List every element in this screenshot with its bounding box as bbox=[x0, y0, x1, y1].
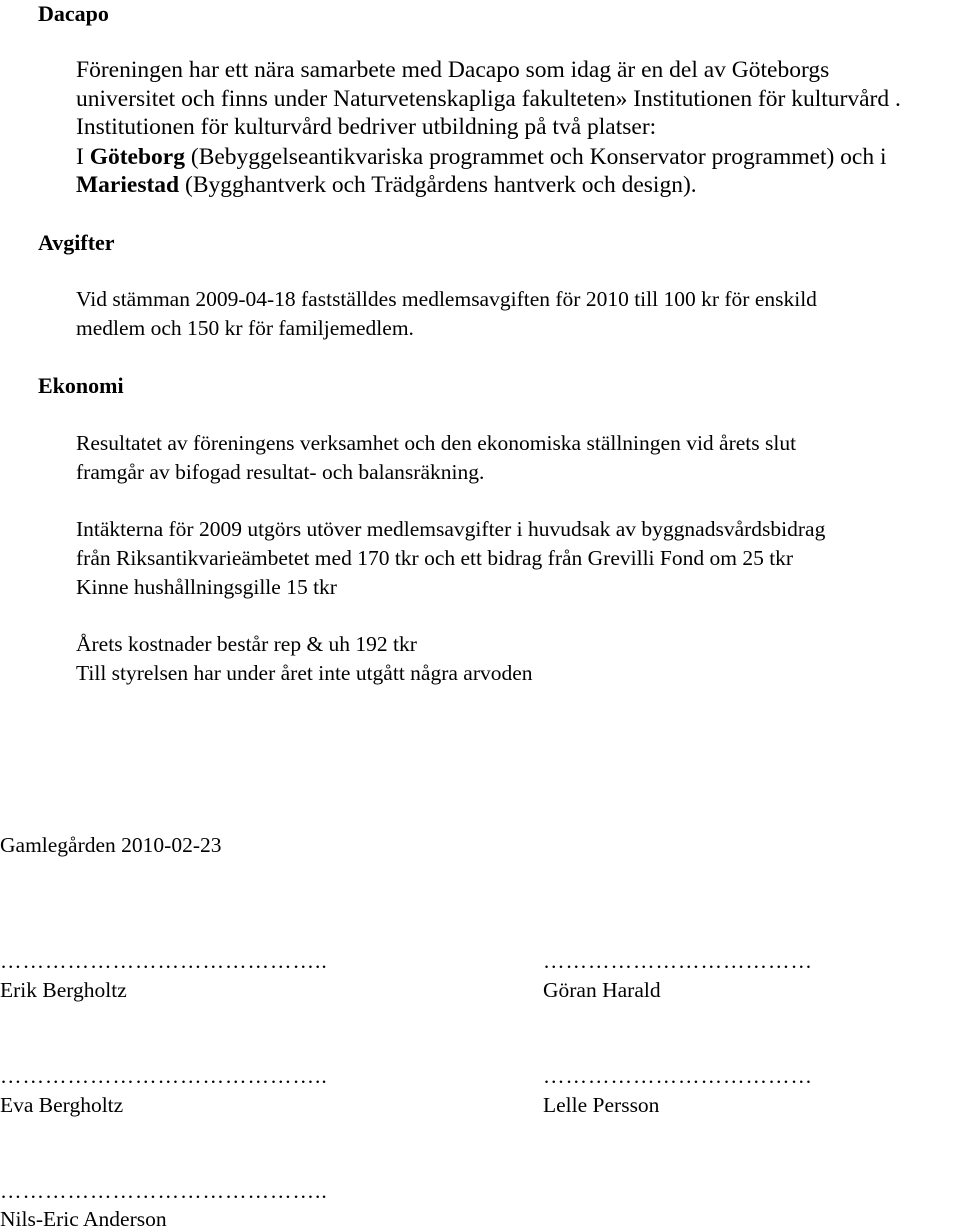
signature-line-right-1: ……………………………… bbox=[543, 949, 813, 973]
heading-avgifter: Avgifter bbox=[38, 230, 115, 255]
ekonomi-line-7: Till styrelsen har under året inte utgått några arvoden bbox=[76, 661, 533, 685]
dacapo-line-4-prefix: I bbox=[76, 144, 90, 170]
dacapo-line-2: universitet och finns under Naturvetenskapliga fakulteten» Institutionen för kulturvård . bbox=[76, 86, 901, 112]
signature-line-right-2: ……………………………… bbox=[543, 1064, 813, 1088]
avgifter-line-1: Vid stämman 2009-04-18 fastställdes medlemsavgiften för 2010 till 100 kr för enskild bbox=[76, 287, 817, 311]
signature-line-left-1: …………………………………….. bbox=[0, 949, 328, 973]
ekonomi-line-1: Resultatet av föreningens verksamhet och den ekonomiska ställningen vid årets slut bbox=[76, 431, 797, 455]
avgifter-line-2: medlem och 150 kr för familjemedlem. bbox=[76, 316, 414, 340]
signatory-name: Göran Harald bbox=[543, 978, 661, 1002]
signatory-name: Eva Bergholtz bbox=[0, 1093, 124, 1117]
city-mariestad: Mariestad bbox=[76, 172, 180, 198]
signatory-name: Nils-Eric Anderson bbox=[0, 1207, 167, 1231]
city-goteborg: Göteborg bbox=[89, 144, 185, 170]
ekonomi-line-5: Kinne hushållningsgille 15 tkr bbox=[76, 575, 337, 599]
ekonomi-line-2: framgår av bifogad resultat- och balansräkning. bbox=[76, 460, 485, 484]
dacapo-line-4-rest: (Bebyggelseantikvariska programmet och Konservator programmet) och i bbox=[185, 144, 887, 170]
signatory-name: Erik Bergholtz bbox=[0, 978, 127, 1002]
ekonomi-line-4: från Riksantikvarieämbetet med 170 tkr och ett bidrag från Grevilli Fond om 25 tkr bbox=[76, 546, 794, 570]
heading-dacapo: Dacapo bbox=[38, 1, 109, 26]
heading-ekonomi: Ekonomi bbox=[38, 373, 124, 398]
signature-line-left-2: …………………………………….. bbox=[0, 1064, 328, 1088]
dacapo-line-1: Föreningen har ett nära samarbete med Dacapo som idag är en del av Göteborgs bbox=[76, 57, 830, 83]
signatory-name: Lelle Persson bbox=[543, 1093, 660, 1117]
dacapo-line-5 bbox=[76, 174, 697, 198]
dacapo-line-5-rest: (Bygghantverk och Trädgårdens hantverk och design). bbox=[179, 172, 697, 198]
dacapo-line-4 bbox=[76, 146, 887, 170]
dacapo-line-3: Institutionen för kulturvård bedriver utbildning på två platser: bbox=[76, 114, 657, 140]
ekonomi-line-3: Intäkterna för 2009 utgörs utöver medlemsavgifter i huvudsak av byggnadsvårdsbidrag bbox=[76, 517, 826, 541]
ekonomi-line-6: Årets kostnader består rep & uh 192 tkr bbox=[76, 632, 417, 656]
place-date: Gamlegården 2010-02-23 bbox=[0, 833, 222, 857]
signature-line-left-3: …………………………………….. bbox=[0, 1179, 328, 1203]
